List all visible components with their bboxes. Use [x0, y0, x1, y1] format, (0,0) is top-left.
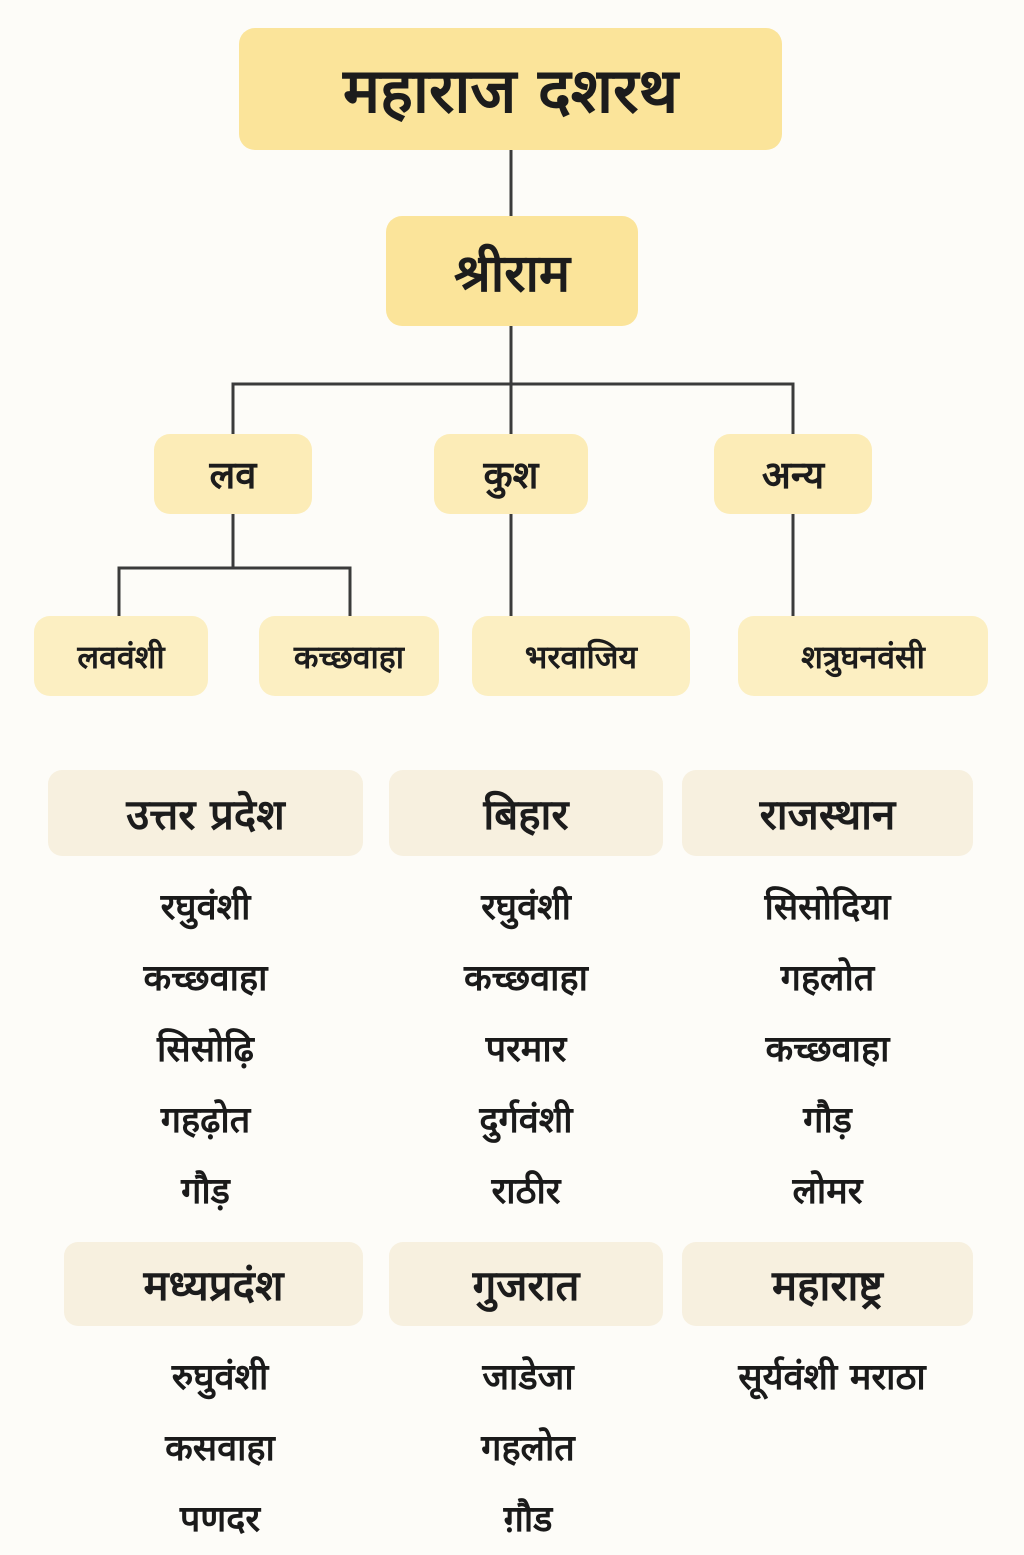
clan-list-gujarat — [389, 1342, 667, 1555]
region-header-maharashtra: महाराष्ट्र — [682, 1242, 973, 1326]
region-header-gujarat: गुजरात — [389, 1242, 663, 1326]
clan-name: गहढ़ोत — [160, 1100, 251, 1141]
clan-name: रघुवंशी — [160, 887, 251, 928]
clan-name: गौड़ — [803, 1100, 852, 1141]
root-node: महाराज दशरथ — [239, 28, 782, 150]
clan-name: परमार — [485, 1029, 567, 1070]
clan-name: राठीर — [491, 1171, 561, 1212]
son-node-kush: कुश — [434, 434, 588, 514]
clan-name: कच्छवाहा — [143, 958, 268, 999]
region-header-rajasthan: राजस्थान — [682, 770, 973, 856]
clan-name: गहलोत — [481, 1428, 575, 1469]
child-node: श्रीराम — [386, 216, 638, 326]
clan-list-rajasthan — [682, 872, 973, 1227]
clan-name: जाडेजा — [482, 1357, 574, 1398]
clan-name: सूर्यवंशी मराठा — [738, 1357, 926, 1398]
clan-name: रघुवंशी — [481, 887, 571, 928]
clan-name: गहलोत — [780, 958, 875, 999]
clan-name: लोमर — [792, 1171, 863, 1212]
clan-name: पणदर — [179, 1499, 261, 1540]
clan-list-bihar — [389, 872, 663, 1227]
son-node-lav: लव — [154, 434, 312, 514]
son-node-other: अन्य — [714, 434, 872, 514]
clan-name: कच्छवाहा — [765, 1029, 890, 1070]
region-header-uttar-pradesh: उत्तर प्रदेश — [48, 770, 363, 856]
clan-name: गौड़ — [181, 1171, 230, 1212]
clan-list-maharashtra — [682, 1342, 982, 1413]
clan-name: कसवाहा — [165, 1428, 275, 1469]
clan-name: सिसोढ़ि — [157, 1029, 254, 1070]
clan-list-madhya-pradesh — [64, 1342, 376, 1555]
clan-list-uttar-pradesh — [48, 872, 363, 1227]
clan-name: रुघुवंशी — [171, 1357, 269, 1398]
lineage-node: भरवाजिय — [472, 616, 690, 696]
region-header-bihar: बिहार — [389, 770, 663, 856]
clan-name: ग़ौड — [503, 1499, 553, 1540]
region-header-madhya-pradesh: मध्यप्रदंश — [64, 1242, 363, 1326]
clan-name: सिसोदिया — [764, 887, 891, 928]
clan-name: दुर्गवंशी — [479, 1100, 573, 1141]
clan-name: कच्छवाहा — [464, 958, 588, 999]
lineage-node: कच्छवाहा — [259, 616, 439, 696]
lineage-node: लववंशी — [34, 616, 208, 696]
lineage-node: शत्रुघनवंसी — [738, 616, 988, 696]
